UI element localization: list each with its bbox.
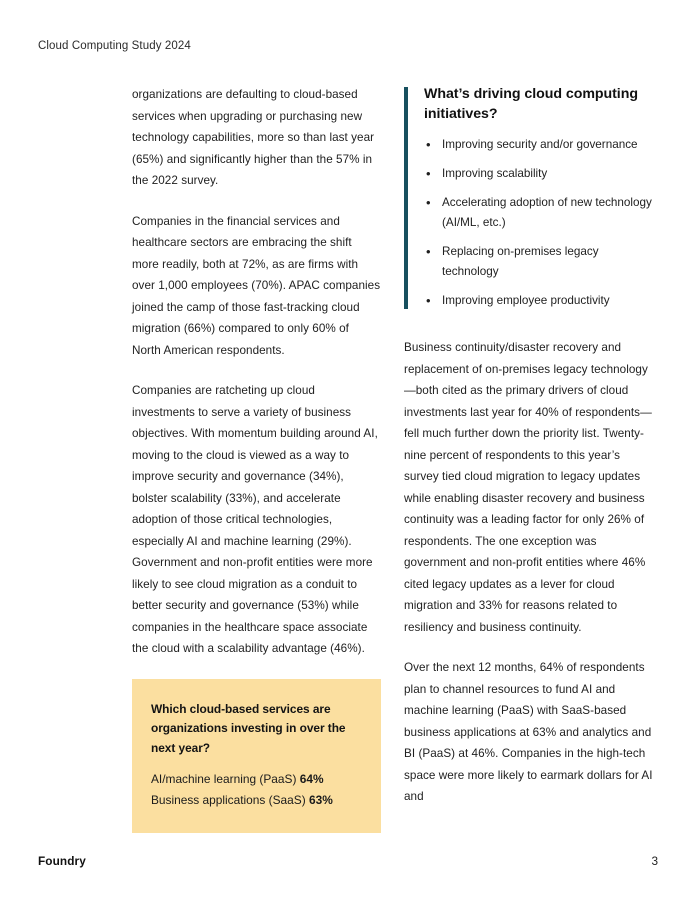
left-paragraph-3: Companies are ratcheting up cloud investments to serve a variety of business objectives. With momentum building around AI, moving to the cloud is viewed as a way to improve security and governance (34%), bolster scalability (33%), and accelerate adoption of those critical technologies, especially AI and machine learning (29%). Government and non-profit entities were more likely to see cloud migration as a conduit to better security and governance (53%) while companies in the healthcare space associate the cloud with a scalability advantage (46%).	[132, 384, 378, 655]
stat-callout-box	[132, 679, 381, 834]
callout-stat-row	[151, 769, 362, 790]
sidebar-pullout	[404, 84, 657, 311]
list-item	[424, 164, 657, 184]
list-item-label: Improving security and/or governance	[442, 138, 638, 151]
left-paragraph-2: Companies in the financial services and healthcare sectors are embracing the shift more readily, both at 72%, as are firms with over 1,000 employees (70%). APAC companies joined the camp of those fast-tracking cloud migration (66%) compared to only 60% of North American respondents.	[132, 214, 381, 357]
list-item	[424, 291, 657, 311]
callout-question: Which cloud-based services are organizations investing in over the next year?	[151, 701, 346, 755]
bullet-icon: •	[426, 293, 431, 308]
right-column	[404, 84, 657, 808]
callout-stat-label: AI/machine learning (PaaS)	[151, 772, 297, 786]
list-item-label: Replacing on-premises legacy technology	[442, 245, 599, 278]
bullet-icon: •	[426, 137, 431, 152]
callout-stat-value: 63%	[308, 793, 333, 807]
footer-brand-name: Foundry	[38, 854, 86, 868]
right-paragraph-2: Over the next 12 months, 64% of respondents plan to channel resources to fund AI and machine learning (PaaS) with SaaS-based business applications at 63% and analytics and BI (PaaS) at 46%. Companies in the high-tech space were more likely to earmark dollars for AI and	[404, 661, 653, 803]
callout-stat-label: Business applications (SaaS)	[151, 793, 306, 807]
footer-page-number: 3	[651, 854, 658, 868]
page-footer	[38, 854, 658, 870]
list-item-label: Improving employee productivity	[442, 294, 610, 307]
left-paragraph-1: organizations are defaulting to cloud-based services when upgrading or purchasing new technology capabilities, more so than last year (65%) and significantly higher than the 57% in the 2022 survey.	[132, 88, 375, 187]
sidebar-heading: What’s driving cloud computing initiatives?	[424, 86, 638, 122]
bullet-icon: •	[426, 244, 431, 259]
sidebar-bullet-list	[424, 135, 657, 311]
callout-stat-value: 64%	[299, 772, 324, 786]
right-paragraph-1: Business continuity/disaster recovery and replacement of on-premises legacy technology—both cited as the primary drivers of cloud investments last year for 40% of respondents—fell much further down the priority list. Twenty-nine percent of respondents to this year’s survey tied cloud migration to legacy updates while enabling disaster recovery and business continuity was a leading factor for only 26% of respondents. The one exception was government and non-profit entities where 46% cited legacy updates as a lever for cloud migration and 33% for reasons related to resiliency and business continuity.	[404, 341, 652, 634]
left-column	[132, 84, 381, 833]
list-item-label: Improving scalability	[442, 167, 548, 180]
bullet-icon: •	[426, 195, 431, 210]
callout-stat-row	[151, 790, 362, 811]
vertical-rule-accent	[404, 87, 408, 309]
running-header-title: Cloud Computing Study 2024	[38, 40, 191, 52]
list-item-label: Accelerating adoption of new technology (AI/ML, etc.)	[442, 196, 652, 229]
bullet-icon: •	[426, 166, 431, 181]
list-item	[424, 135, 657, 155]
list-item	[424, 193, 657, 233]
list-item	[424, 242, 657, 282]
